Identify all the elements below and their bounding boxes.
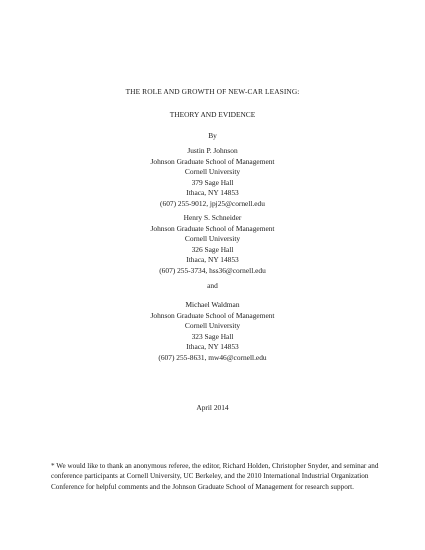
paper-title: THE ROLE AND GROWTH OF NEW-CAR LEASING: — [125, 87, 300, 96]
acknowledgement-footnote: * We would like to thank an anonymous referee, the editor, Richard Holden, Christopher Snyder, and seminar and conference participants at Cornell University, UC Berkeley, and the 2010 International Industrial Organization Conference for helpful comments and the Johnson Graduate School of Management for research support. — [51, 462, 379, 491]
author-university: Cornell University — [184, 321, 241, 330]
author-block-2 — [0, 213, 425, 276]
author-address: 326 Sage Hall — [191, 244, 234, 254]
author-city: Ithaca, NY 14853 — [186, 342, 239, 351]
author-city: Ithaca, NY 14853 — [186, 255, 239, 264]
author-name: Henry S. Schneider — [183, 213, 242, 222]
author-name: Justin P. Johnson — [187, 146, 238, 155]
author-school: Johnson Graduate School of Management — [150, 310, 275, 320]
author-block-1 — [0, 146, 425, 209]
by-label: By — [208, 131, 217, 140]
author-contact: (607) 255-8631, mw46@cornell.edu — [158, 352, 267, 362]
author-school: Johnson Graduate School of Management — [150, 223, 275, 233]
paper-date: April 2014 — [196, 403, 229, 412]
author-contact: (607) 255-3734, hss36@cornell.edu — [159, 265, 266, 275]
author-university: Cornell University — [184, 234, 241, 243]
paper-subtitle: THEORY AND EVIDENCE — [169, 110, 256, 119]
author-city: Ithaca, NY 14853 — [186, 188, 239, 197]
author-name: Michael Waldman — [185, 300, 240, 309]
author-contact: (607) 255-9012, jpj25@cornell.edu — [160, 198, 265, 208]
author-school: Johnson Graduate School of Management — [150, 156, 275, 166]
author-university: Cornell University — [184, 167, 241, 176]
and-label: and — [207, 281, 218, 290]
author-address: 323 Sage Hall — [191, 331, 234, 341]
author-block-3 — [0, 300, 425, 363]
author-address: 379 Sage Hall — [191, 177, 234, 187]
